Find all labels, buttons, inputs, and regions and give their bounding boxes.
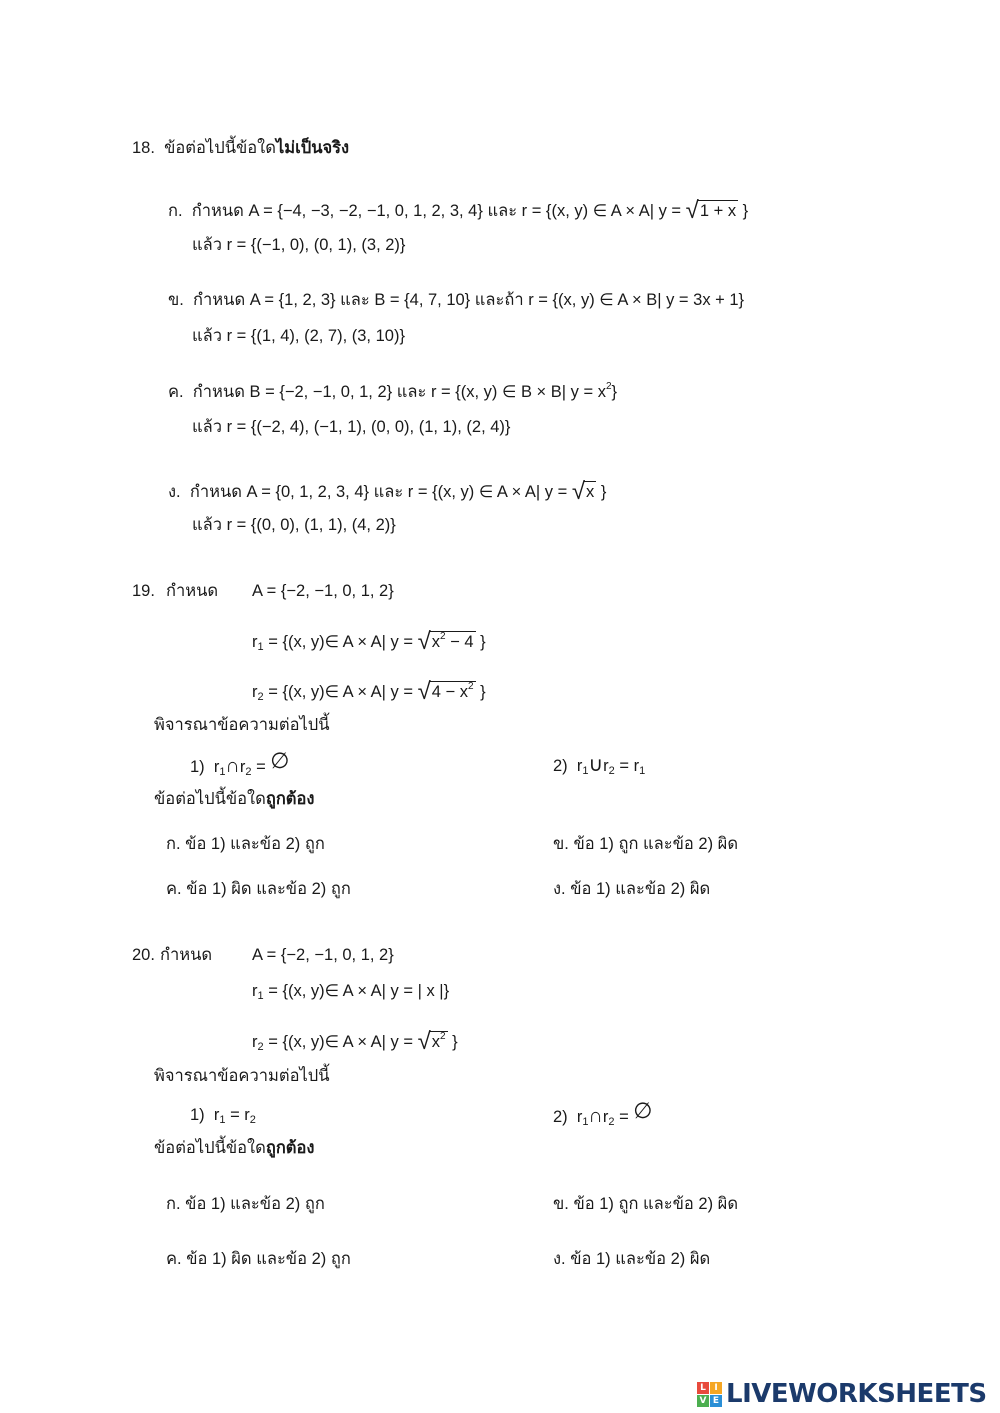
q19-s2-val: r [633,757,640,775]
q20-choice-c[interactable]: ค. ข้อ 1) ผิด และข้อ 2) ถูก [166,1250,351,1268]
q20-s2-a-sub: 1 [582,1116,589,1128]
q19-s1-a-sub: 1 [219,766,226,778]
q18-d-line2: แล้ว r = {(0, 0), (1, 1), (4, 2)} [192,516,396,534]
q19-r2-close: } [480,683,486,701]
q18-c-label: ค. [168,383,184,401]
q20-r2 [252,1028,458,1055]
q20-ask [154,1138,315,1158]
q20-s1-b-sub: 2 [249,1114,256,1126]
q18-option-b [168,290,744,310]
q19-statement-2 [553,755,645,776]
q20-s1-num: 1) [190,1106,205,1124]
q20-s1-a: r [213,1106,220,1124]
q20-r2-close: } [452,1033,458,1051]
q19-ask-bold: ถูกต้อง [265,790,315,808]
sqrt-icon: √ [417,628,431,655]
q20-r2-name: r [252,1033,258,1051]
q20-set-a: A = {−2, −1, 0, 1, 2} [252,946,394,964]
q19-r1-mid: = {(x, y)∈ A × A| y = [268,633,413,651]
q19-s1-eq: = [256,758,266,776]
q19-s2-b: r [603,757,609,775]
q18-a-line1: กำหนด A = {−4, −3, −2, −1, 0, 1, 2, 3, 4} และ r = {(x, y) ∈ A × A| y = [191,202,682,220]
sqrt-icon: √ [571,478,585,505]
q20-given: กำหนด [160,946,213,964]
q18-a-radicand: 1 + x [699,202,737,220]
q20-r1-sub: 1 [257,990,264,1002]
q20-number: 20. [132,946,155,964]
liveworksheets-logo[interactable] [697,1378,987,1410]
q19-ask [154,789,315,809]
q19-set-a: A = {−2, −1, 0, 1, 2} [252,582,394,600]
q20-s1-a-sub: 1 [219,1114,226,1126]
q19-choice-b[interactable]: ข. ข้อ 1) ถูก และข้อ 2) ผิด [553,835,739,853]
q20-s2-eq: = [619,1108,629,1126]
q19-r1-sub: 1 [257,641,264,653]
q19-r1-radicand [430,631,476,652]
q20-r2-rad-pre: x [431,1033,441,1051]
q18-c-line2: แล้ว r = {(−2, 4), (−1, 1), (0, 0), (1, 1), (2, 4)} [192,418,511,436]
q19-choice-d[interactable]: ง. ข้อ 1) และข้อ 2) ผิด [553,880,711,898]
q19-r2-name: r [252,683,258,701]
q20-statement-2 [553,1098,653,1128]
q18-a-line2: แล้ว r = {(−1, 0), (0, 1), (3, 2)} [192,236,406,254]
sqrt-icon: √ [417,678,431,705]
q20-s2-b: r [602,1108,609,1126]
q18-d-line1: กำหนด A = {0, 1, 2, 3, 4} และ r = {(x, y) ∈ A × A| y = [189,483,568,501]
q20-s2-num: 2) [553,1108,568,1126]
q20-s2-a: r [576,1108,583,1126]
q19-r1-close: } [480,633,486,651]
q19-given: กำหนด [166,582,219,600]
q20-r1-name: r [252,982,258,1000]
q19-r1-rad-post: − 4 [445,633,474,651]
logo-letter-v: V [697,1395,709,1407]
intersection-icon: ∩ [588,1105,603,1127]
q19-r1-rad-exp: 2 [440,631,446,642]
intersection-icon: ∩ [225,755,240,777]
q19-r2 [252,678,486,705]
q19-r2-mid: = {(x, y)∈ A × A| y = [268,683,413,701]
q18-option-a [168,197,749,224]
empty-set-icon: ∅ [633,1098,653,1123]
q20-r1 [252,981,449,1001]
q19-ask-prefix: ข้อต่อไปนี้ข้อใด [154,790,266,808]
q18-c-close: } [611,383,618,401]
q18-b-line1: กำหนด A = {1, 2, 3} และ B = {4, 7, 10} และถ้า r = {(x, y) ∈ A × B| y = 3x + 1} [193,291,745,309]
q19-s2-val-sub: 1 [639,765,646,777]
q20-consider: พิจารณาข้อความต่อไปนี้ [154,1067,330,1085]
q19-s2-b-sub: 2 [608,765,615,777]
logo-letter-l: L [697,1382,709,1394]
q18-option-c [168,382,617,402]
q19-s1-a: r [213,758,220,776]
q18-c-exponent: 2 [605,381,612,392]
logo-text: LIVEWORKSHEETS [726,1379,987,1409]
q19-r2-radicand [430,681,476,702]
q20-statement-1 [190,1105,256,1125]
q19-statement-1 [190,748,290,778]
q18-c-line1: กำหนด B = {−2, −1, 0, 1, 2} และ r = {(x, y) ∈ B × B| y = x [192,383,606,401]
q20-choice-d[interactable]: ง. ข้อ 1) และข้อ 2) ผิด [553,1250,711,1268]
q19-s1-b-sub: 2 [245,766,252,778]
logo-letter-e: E [710,1395,722,1407]
q19-choice-a[interactable]: ก. ข้อ 1) และข้อ 2) ถูก [166,835,325,853]
q20-s1-eq: = [230,1106,240,1124]
q18-a-label: ก. [168,202,183,220]
q19-consider: พิจารณาข้อความต่อไปนี้ [154,716,330,734]
q19-s2-a: r [576,757,583,775]
q18-stem [132,138,349,158]
q18-b-label: ข. [168,291,184,309]
q20-r2-rad-exp: 2 [440,1031,446,1042]
q18-stem-prefix: ข้อต่อไปนี้ข้อใด [164,139,276,157]
empty-set-icon: ∅ [270,748,290,773]
q18-a-close: } [742,202,749,220]
q20-ask-bold: ถูกต้อง [265,1139,315,1157]
q19-r1-rad-pre: x [431,633,441,651]
q19-s2-num: 2) [553,757,568,775]
q20-r2-radicand [430,1031,448,1052]
q18-number: 18. [132,139,155,157]
q18-d-close: } [600,483,607,501]
q18-stem-bold: ไม่เป็นจริง [275,139,350,157]
q18-option-d [168,478,607,505]
q19-r2-sub: 2 [257,691,264,703]
q19-r2-rad-exp: 2 [468,681,474,692]
q18-d-radicand: x [586,483,595,501]
sqrt-icon: √ [417,1028,431,1055]
q20-s2-b-sub: 2 [608,1116,615,1128]
q19-s1-b: r [239,758,246,776]
q19-s1-num: 1) [190,758,205,776]
q20-s1-b: r [244,1106,250,1124]
q19-r2-rad-pre: 4 − x [431,683,468,701]
q19-s2-a-sub: 1 [582,765,589,777]
q19-r1-name: r [252,633,258,651]
sqrt-icon: √ [685,197,699,224]
q20-ask-prefix: ข้อต่อไปนี้ข้อใด [154,1139,266,1157]
q20-r1-mid: = {(x, y)∈ A × A| y = | x |} [268,982,450,1000]
q18-b-line2: แล้ว r = {(1, 4), (2, 7), (3, 10)} [192,327,405,345]
q18-d-label: ง. [168,483,181,501]
q19-number: 19. [132,582,155,600]
q19-r1 [252,628,486,655]
q20-choice-b[interactable]: ข. ข้อ 1) ถูก และข้อ 2) ผิด [553,1195,739,1213]
logo-mark-icon [697,1382,722,1407]
q20-choice-a[interactable]: ก. ข้อ 1) และข้อ 2) ถูก [166,1195,325,1213]
q20-r2-mid: = {(x, y)∈ A × A| y = [268,1033,413,1051]
q20-r2-sub: 2 [257,1041,264,1053]
union-icon: ∪ [588,754,604,776]
q19-s2-eq: = [619,757,629,775]
q19-choice-c[interactable]: ค. ข้อ 1) ผิด และข้อ 2) ถูก [166,880,351,898]
logo-letter-i: I [710,1382,722,1394]
